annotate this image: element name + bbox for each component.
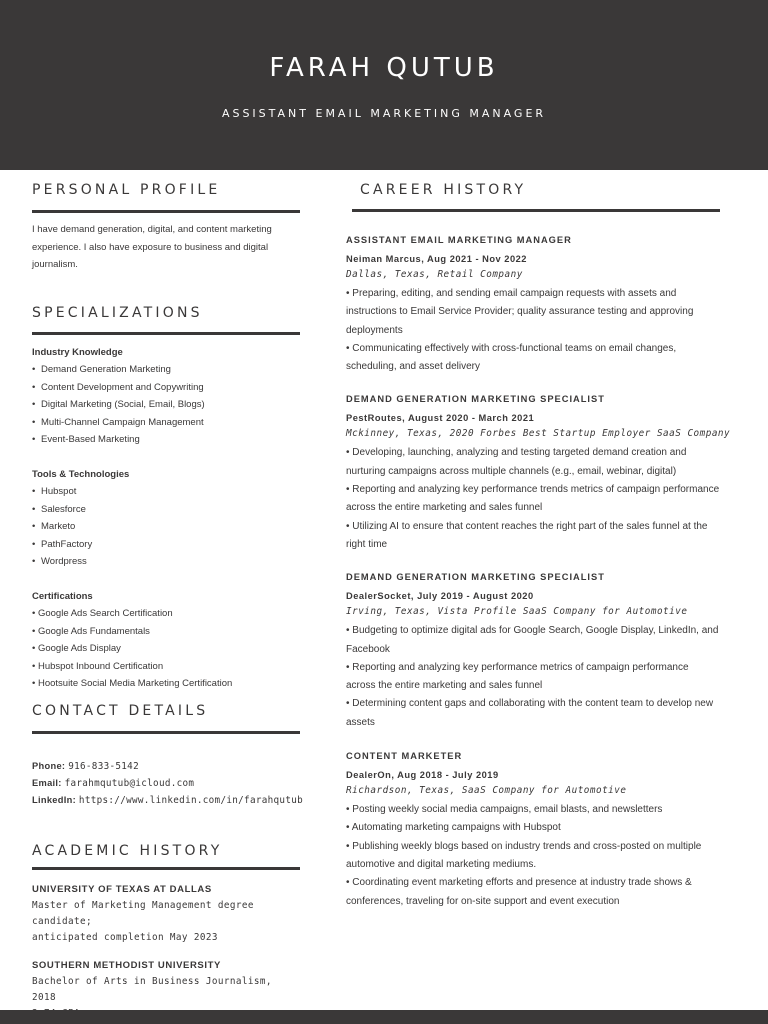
job-bullet: • Developing, launching, analyzing and testing targeted demand creation and nurturing campaigns across multiple channels (e.g., email, webinar, digital) <box>346 447 687 477</box>
list-item: • Google Ads Search Certification <box>32 608 173 619</box>
spec-list <box>32 483 300 571</box>
job-location: Irving, Texas, Vista Profile SaaS Company for Automotive <box>346 606 688 618</box>
email-value: farahmqutub@icloud.com <box>64 777 195 789</box>
list-item: • Hubspot <box>32 483 300 501</box>
job-entry <box>346 391 731 554</box>
header-banner <box>0 0 768 170</box>
candidate-name: FARAH QUTUB <box>269 53 499 83</box>
spec-group-title: Tools & Technologies <box>32 468 130 480</box>
spec-group-title: Industry Knowledge <box>32 346 123 358</box>
section-divider <box>32 731 300 734</box>
section-heading: CAREER HISTORY <box>360 182 527 198</box>
email-label: Email: <box>32 777 62 788</box>
job-bullet: • Budgeting to optimize digital ads for Google Search, Google Display, LinkedIn, and Facebook <box>346 625 719 655</box>
phone-label: Phone: <box>32 760 66 771</box>
list-item: • Google Ads Fundamentals <box>32 625 150 637</box>
school-detail: anticipated completion May 2023 <box>32 931 218 943</box>
list-item: • Event-Based Marketing <box>32 431 300 449</box>
section-divider <box>32 210 300 213</box>
list-item: • Demand Generation Marketing <box>32 361 300 379</box>
list-item: • PathFactory <box>32 536 300 554</box>
contact-section <box>32 701 304 809</box>
job-location: Dallas, Texas, Retail Company <box>346 269 523 280</box>
job-org: Neiman Marcus, Aug 2021 - Nov 2022 <box>346 254 527 264</box>
contact-linkedin <box>32 792 304 809</box>
job-bullet: • Reporting and analyzing key performance trends metrics of campaign performance across the entire marketing and sales funnel <box>346 484 720 514</box>
section-divider <box>352 209 720 212</box>
list-item: • Marketo <box>32 518 300 536</box>
personal-profile-section <box>32 180 300 274</box>
spec-list <box>32 361 300 449</box>
right-column <box>346 180 731 911</box>
list-item: • Content Development and Copywriting <box>32 379 300 397</box>
contact-list <box>32 758 304 809</box>
job-org: DealerOn, Aug 2018 - July 2019 <box>346 770 499 781</box>
job-entry <box>346 748 720 911</box>
footer-bar <box>0 1010 768 1024</box>
linkedin-label: LinkedIn: <box>32 794 77 805</box>
job-bullet: • Preparing, editing, and sending email campaign requests with assets and instructions to Email Service Provider; quality assurance testing and approving deployments <box>346 288 694 336</box>
school-detail: Bachelor of Arts in Business Journalism, 2018 <box>32 975 272 1003</box>
job-entry <box>346 232 720 376</box>
spec-group-title: Certifications <box>32 590 93 602</box>
school-detail: Master of Marketing Management degree candidate; <box>32 899 254 927</box>
academic-section <box>32 841 300 1022</box>
spec-group <box>32 588 300 693</box>
job-bullet: • Communicating effectively with cross-functional teams on email changes, scheduling, and asset delivery <box>346 342 677 373</box>
section-divider <box>32 867 300 870</box>
job-bullet: • Coordinating event marketing efforts and presence at industry trade shows & conferences, traveling for on-site support and event execution <box>346 877 692 907</box>
job-org: PestRoutes, August 2020 - March 2021 <box>346 413 535 424</box>
left-column <box>32 180 304 1022</box>
list-item: • Google Ads Display <box>32 643 121 654</box>
job-bullet: • Utilizing AI to ensure that content reaches the right part of the sales funnel at the right time <box>346 520 708 550</box>
job-entry <box>346 569 720 732</box>
school-name: UNIVERSITY OF TEXAS AT DALLAS <box>32 883 212 895</box>
list-item: • Digital Marketing (Social, Email, Blogs) <box>32 396 300 414</box>
spec-group <box>32 344 300 449</box>
specializations-section <box>32 303 300 693</box>
school-name: SOUTHERN METHODIST UNIVERSITY <box>32 959 221 971</box>
job-bullet: • Posting weekly social media campaigns, email blasts, and newsletters <box>346 804 663 816</box>
contact-phone <box>32 758 300 775</box>
section-heading: PERSONAL PROFILE <box>32 182 221 198</box>
candidate-title: ASSISTANT EMAIL MARKETING MANAGER <box>221 107 547 120</box>
school-entry <box>32 882 300 946</box>
job-title: DEMAND GENERATION MARKETING SPECIALIST <box>346 394 605 405</box>
phone-value: 916-833-5142 <box>68 760 139 772</box>
contact-email <box>32 775 300 792</box>
list-item: • Multi-Channel Campaign Management <box>32 414 300 432</box>
job-bullet: • Determining content gaps and collaborating with the content team to develop new assets <box>346 698 714 728</box>
section-heading: SPECIALIZATIONS <box>32 304 203 321</box>
list-item: • Hootsuite Social Media Marketing Certification <box>32 678 233 689</box>
job-title: CONTENT MARKETER <box>346 751 463 762</box>
job-bullet: • Reporting and analyzing key performance metrics of campaign performance across the entire marketing and sales funnel <box>346 661 689 692</box>
cert-list <box>32 605 300 693</box>
linkedin-value: https://www.linkedin.com/in/farahqutub <box>78 794 304 806</box>
list-item: • Hubspot Inbound Certification <box>32 660 164 672</box>
profile-text: I have demand generation, digital, and content marketing experience. I also have exposure to business and digital journalism. <box>32 224 272 270</box>
job-org: DealerSocket, July 2019 - August 2020 <box>346 591 534 602</box>
list-item: • Salesforce <box>32 501 300 519</box>
section-heading: ACADEMIC HISTORY <box>32 842 223 859</box>
job-title: ASSISTANT EMAIL MARKETING MANAGER <box>346 235 572 245</box>
job-bullet: • Publishing weekly blogs based on industry trends and cross-posted on multiple automotive and digital marketing mediums. <box>346 840 702 870</box>
section-heading: CONTACT DETAILS <box>32 702 209 719</box>
job-bullet: • Automating marketing campaigns with Hubspot <box>346 822 561 834</box>
spec-group <box>32 466 300 571</box>
job-title: DEMAND GENERATION MARKETING SPECIALIST <box>346 572 605 583</box>
list-item: • Wordpress <box>32 553 300 571</box>
job-location: Mckinney, Texas, 2020 Forbes Best Startup Employer SaaS Company <box>346 428 731 440</box>
job-location: Richardson, Texas, SaaS Company for Automotive <box>346 785 627 797</box>
section-divider <box>32 332 300 335</box>
